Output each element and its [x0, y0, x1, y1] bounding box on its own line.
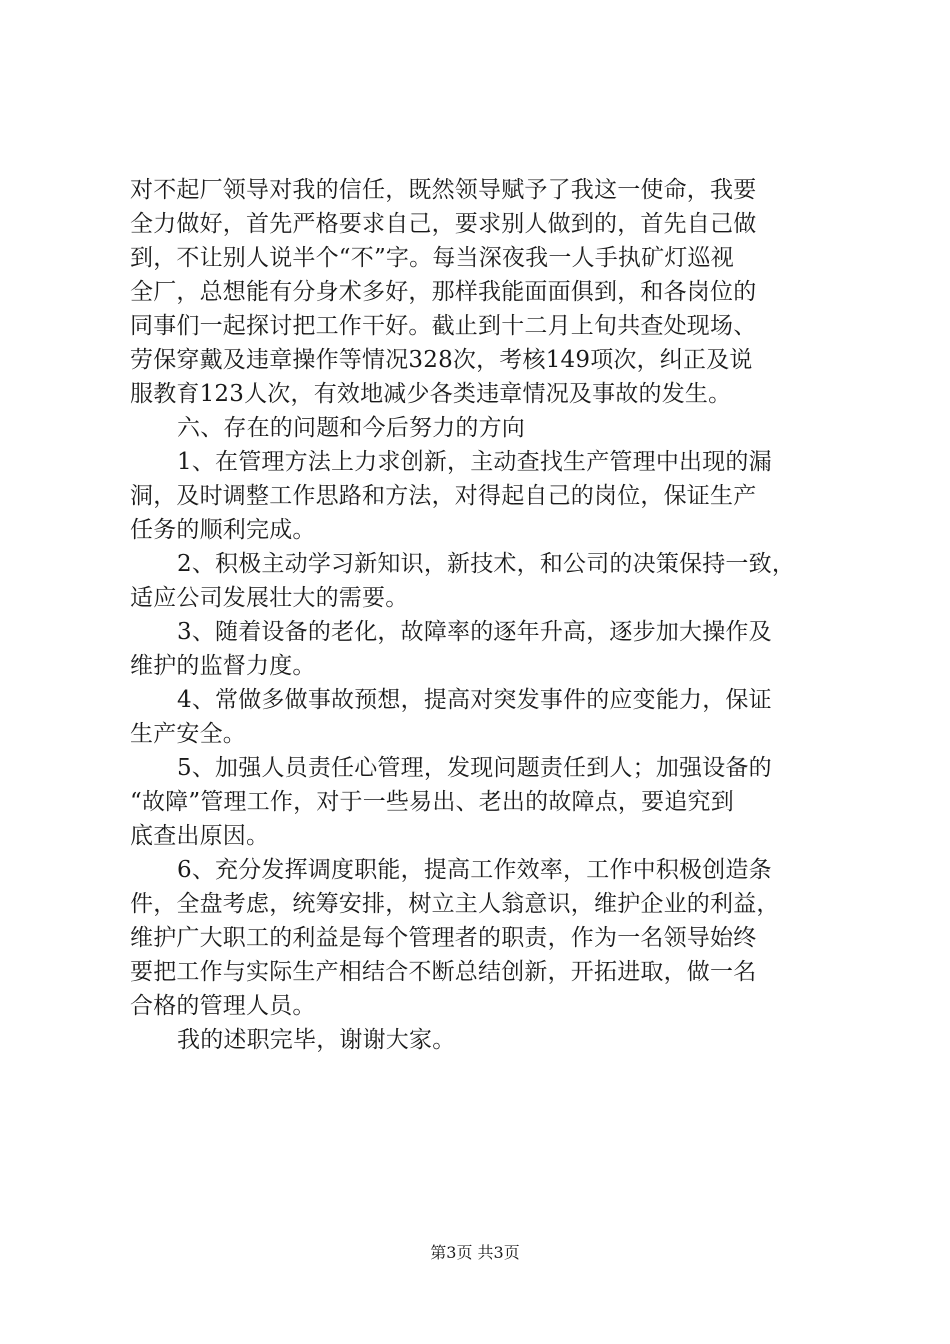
body-line: 生产安全。: [130, 721, 246, 747]
body-line: 全力做好，首先严格要求自己，要求别人做到的，首先自己做: [130, 211, 757, 237]
body-line: 要把工作与实际生产相结合不断总结创新，开拓进取，做一名: [130, 959, 757, 985]
body-line: 对不起厂领导对我的信任，既然领导赋予了我这一使命，我要: [130, 177, 757, 203]
body-line: 到，不让别人说半个“不”字。每当深夜我一人手执矿灯巡视: [130, 245, 734, 271]
body-line: 任务的顺利完成。: [130, 517, 316, 543]
body-line: 同事们一起探讨把工作干好。截止到十二月上旬共查处现场、: [130, 313, 757, 339]
list-item-start: 3、随着设备的老化，故障率的逐年升高，逐步加大操作及: [177, 619, 772, 645]
body-line: 服教育123人次，有效地减少各类违章情况及事故的发生。: [130, 381, 732, 407]
list-item-start: 2、积极主动学习新知识，新技术，和公司的决策保持一致，: [177, 551, 796, 577]
body-line: 件，全盘考虑，统筹安排，树立主人翁意识，维护企业的利益，: [130, 891, 780, 917]
body-line: “故障”管理工作，对于一些易出、老出的故障点，要追究到: [130, 789, 734, 815]
body-line: 全厂，总想能有分身术多好，那样我能面面俱到，和各岗位的: [130, 279, 757, 305]
list-item-start: 4、常做多做事故预想，提高对突发事件的应变能力，保证: [177, 687, 772, 713]
closing-line: 我的述职完毕，谢谢大家。: [177, 1027, 456, 1053]
body-line: 维护广大职工的利益是每个管理者的职责，作为一名领导始终: [130, 925, 757, 951]
body-line: 适应公司发展壮大的需要。: [130, 585, 409, 611]
body-line: 维护的监督力度。: [130, 653, 316, 679]
document-body: [130, 173, 830, 1057]
section-heading: 六、存在的问题和今后努力的方向: [177, 415, 525, 441]
list-item-start: 5、加强人员责任心管理，发现问题责任到人；加强设备的: [177, 755, 772, 781]
body-line: 劳保穿戴及违章操作等情况328次，考核149项次，纠正及说: [130, 347, 753, 373]
body-line: 合格的管理人员。: [130, 993, 316, 1019]
list-item-start: 1、在管理方法上力求创新，主动查找生产管理中出现的漏: [177, 449, 772, 475]
body-line: 底查出原因。: [130, 823, 270, 849]
list-item-start: 6、充分发挥调度职能，提高工作效率，工作中积极创造条: [177, 857, 772, 883]
page-footer: 第3页 共3页: [430, 1243, 520, 1262]
body-line: 洞，及时调整工作思路和方法，对得起自己的岗位，保证生产: [130, 483, 757, 509]
